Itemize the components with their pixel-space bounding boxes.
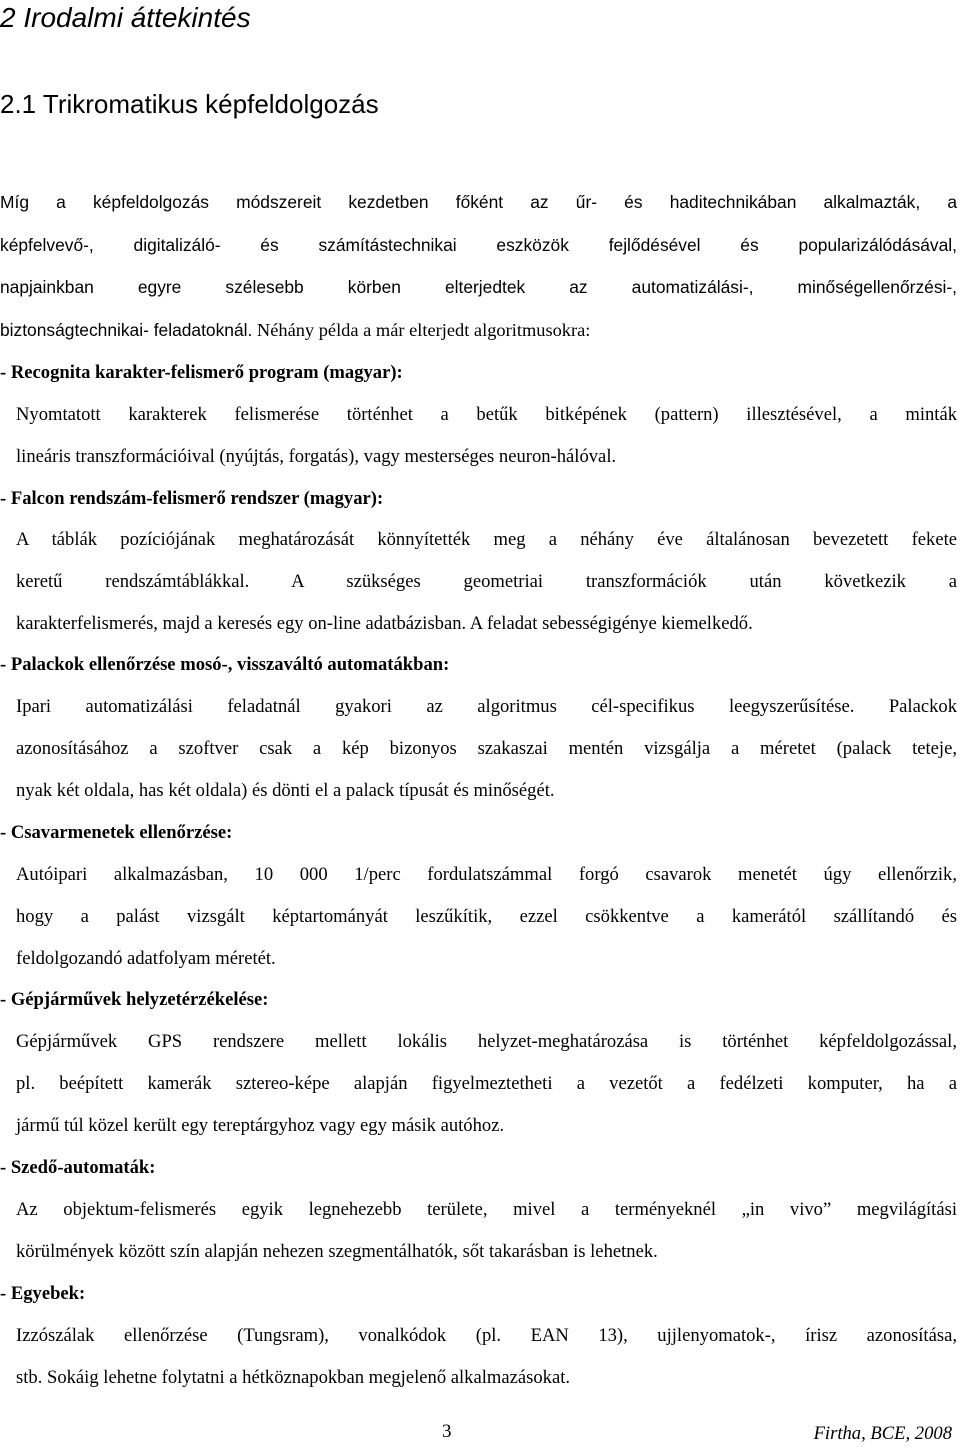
body-line: karakterfelismerés, majd a keresés egy on-line adatbázisban. A feladat sebességigénye kiemelkedő. bbox=[16, 613, 753, 635]
footer-note: Firtha, BCE, 2008 bbox=[813, 1423, 952, 1444]
intro-last-sans: biztonságtechnikai- feladatoknál. bbox=[0, 320, 253, 340]
body-line: körülmények között szín alapján nehezen szegmentálhatók, sőt takarásban is lehetnek. bbox=[16, 1241, 658, 1263]
body-line: Gépjárművek GPS rendszere mellett lokális helyzet-meghatározása is történhet képfeldolgozással, bbox=[16, 1031, 957, 1052]
example-heading-falcon: - Falcon rendszám-felismerő rendszer (magyar): bbox=[0, 488, 384, 509]
intro-last-line bbox=[0, 309, 957, 352]
intro-line: képfelvevő-, digitalizáló- és számítástechnikai eszközök fejlődésével és popularizálódásával, bbox=[0, 234, 957, 255]
body-line: nyak két oldala, has két oldala) és dönti el a palack típusát és minőségét. bbox=[16, 780, 555, 802]
intro-paragraph bbox=[0, 181, 957, 309]
intro-last-serif: Néhány példa a már elterjedt algoritmusokra: bbox=[252, 320, 591, 340]
example-body-palackok bbox=[16, 686, 957, 812]
example-body-gepjarmuvek bbox=[16, 1021, 957, 1147]
body-line: hogy a palást vizsgált képtartományát leszűkítik, ezzel csökkentve a kamerától szállítandó és bbox=[16, 906, 957, 928]
body-line: Nyomtatott karakterek felismerése történhet a betűk bitképének (pattern) illesztésével, a minták bbox=[16, 404, 957, 425]
example-body-falcon bbox=[16, 519, 957, 645]
example-heading-recognita: - Recognita karakter-felismerő program (magyar): bbox=[0, 362, 403, 383]
intro-line: Míg a képfeldolgozás módszereit kezdetben főként az űr- és haditechnikában alkalmazták, a bbox=[0, 192, 957, 212]
example-heading-szedo: - Szedő-automaták: bbox=[0, 1157, 156, 1178]
body-line: Izzószálak ellenőrzése (Tungsram), vonalkódok (pl. EAN 13), ujjlenyomatok-, írisz azonosítása, bbox=[16, 1325, 957, 1346]
intro-line: napjainkban egyre szélesebb körben elterjedtek az automatizálási-, minőségellenőrzési-, bbox=[0, 277, 957, 298]
example-body-csavarmenetek bbox=[16, 854, 957, 980]
body-line: keretű rendszámtáblákkal. A szükséges geometriai transzformációk után következik a bbox=[16, 571, 957, 593]
page-number: 3 bbox=[442, 1421, 452, 1442]
body-line: Ipari automatizálási feladatnál gyakori az algoritmus cél-specifikus leegyszerűsítése. Palackok bbox=[16, 696, 957, 717]
example-heading-gepjarmuvek: - Gépjárművek helyzetérzékelése: bbox=[0, 989, 269, 1010]
example-body-recognita bbox=[16, 394, 957, 478]
body-line: lineáris transzformációival (nyújtás, forgatás), vagy mesterséges neuron-hálóval. bbox=[16, 446, 617, 468]
body-line: stb. Sokáig lehetne folytatni a hétköznapokban megjelenő alkalmazásokat. bbox=[16, 1367, 571, 1389]
example-heading-egyebek: - Egyebek: bbox=[0, 1283, 86, 1304]
example-body-szedo bbox=[16, 1189, 957, 1273]
example-heading-palackok: - Palackok ellenőrzése mosó-, visszaváltó automatákban: bbox=[0, 654, 450, 675]
body-line: Az objektum-felismerés egyik legnehezebb területe, mivel a terményeknél „in vivo” megvilágítási bbox=[16, 1199, 957, 1220]
example-body-egyebek bbox=[16, 1315, 957, 1399]
body-line: feldolgozandó adatfolyam méretét. bbox=[16, 948, 276, 970]
example-heading-csavarmenetek: - Csavarmenetek ellenőrzése: bbox=[0, 822, 233, 843]
body-line: jármű túl közel került egy tereptárgyhoz vagy egy másik autóhoz. bbox=[16, 1115, 505, 1137]
body-line: pl. beépített kamerák sztereo-képe alapján figyelmeztetheti a vezetőt a fedélzeti komputer, ha a bbox=[16, 1073, 957, 1095]
section-heading: 2.1 Trikromatikus képfeldolgozás bbox=[0, 89, 379, 119]
body-line: azonosításához a szoftver csak a kép bizonyos szakaszai mentén vizsgálja a méretet (palack teteje, bbox=[16, 738, 957, 760]
chapter-heading: 2 Irodalmi áttekintés bbox=[0, 2, 251, 33]
body-line: A táblák pozíciójának meghatározását könnyítették meg a néhány éve általánosan bevezetett fekete bbox=[16, 529, 957, 550]
body-line: Autóipari alkalmazásban, 10 000 1/perc fordulatszámmal forgó csavarok menetét úgy ellenőrzik, bbox=[16, 864, 957, 885]
